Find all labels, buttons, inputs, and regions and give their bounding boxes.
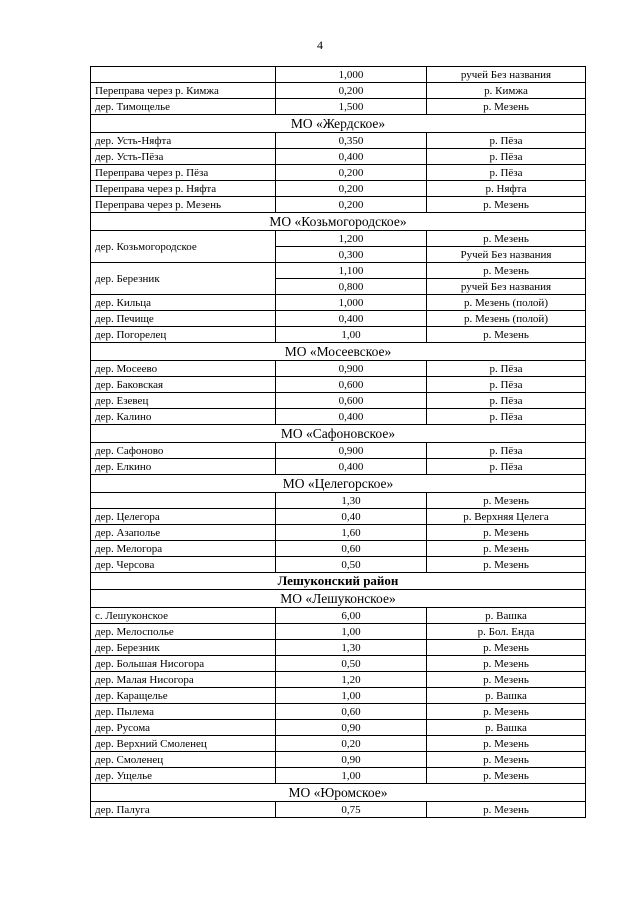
- table-row: [91, 197, 586, 213]
- water-body-cell: р. Мезень: [427, 493, 586, 509]
- ice-crossings-table: [90, 66, 586, 818]
- table-row: [91, 263, 586, 279]
- table-row: [91, 509, 586, 525]
- settlement-name-cell: дер. Целегора: [91, 509, 276, 525]
- settlement-name-cell: дер. Кильца: [91, 295, 276, 311]
- water-body-cell: р. Пёза: [427, 443, 586, 459]
- distance-cell: 0,90: [276, 720, 427, 736]
- distance-cell: 1,00: [276, 327, 427, 343]
- settlement-name-cell: дер. Мелогора: [91, 541, 276, 557]
- municipality-header-row: [91, 425, 586, 443]
- water-body-cell: р. Пёза: [427, 165, 586, 181]
- table-row: [91, 149, 586, 165]
- water-body-cell: р. Вашка: [427, 608, 586, 624]
- municipality-header-row: [91, 475, 586, 493]
- settlement-name-cell: [91, 493, 276, 509]
- distance-cell: 1,000: [276, 295, 427, 311]
- settlement-name-cell: Переправа через р. Няфта: [91, 181, 276, 197]
- distance-cell: 0,40: [276, 509, 427, 525]
- table-row: [91, 672, 586, 688]
- distance-cell: 1,20: [276, 672, 427, 688]
- table-row: [91, 688, 586, 704]
- distance-cell: 1,60: [276, 525, 427, 541]
- distance-cell: 0,20: [276, 736, 427, 752]
- settlement-name-cell: Переправа через р. Пёза: [91, 165, 276, 181]
- settlement-name-cell: Переправа через р. Мезень: [91, 197, 276, 213]
- distance-cell: 1,000: [276, 67, 427, 83]
- water-body-cell: ручей Без названия: [427, 279, 586, 295]
- table-row: [91, 525, 586, 541]
- distance-cell: 1,30: [276, 493, 427, 509]
- settlement-name-cell: дер. Калино: [91, 409, 276, 425]
- page-number: 4: [317, 38, 323, 52]
- table-body: [91, 67, 586, 818]
- water-body-cell: р. Мезень: [427, 525, 586, 541]
- table-row: [91, 459, 586, 475]
- water-body-cell: р. Пёза: [427, 377, 586, 393]
- table-row: [91, 541, 586, 557]
- table-row: [91, 181, 586, 197]
- table-row: [91, 720, 586, 736]
- settlement-name-cell: дер. Пылема: [91, 704, 276, 720]
- distance-cell: 0,300: [276, 247, 427, 263]
- settlement-name-cell: дер. Большая Нисогора: [91, 656, 276, 672]
- settlement-name-cell: дер. Езевец: [91, 393, 276, 409]
- municipality-title: МО «Лешуконское»: [91, 590, 586, 608]
- water-body-cell: р. Мезень: [427, 99, 586, 115]
- table-row: [91, 656, 586, 672]
- table-row: [91, 361, 586, 377]
- distance-cell: 0,600: [276, 393, 427, 409]
- distance-cell: 1,00: [276, 688, 427, 704]
- settlement-name-cell: дер. Березник: [91, 640, 276, 656]
- table-row: [91, 133, 586, 149]
- municipality-header-row: [91, 213, 586, 231]
- municipality-header-row: [91, 115, 586, 133]
- water-body-cell: р. Мезень: [427, 557, 586, 573]
- municipality-header-row: [91, 784, 586, 802]
- distance-cell: 0,200: [276, 83, 427, 99]
- table-row: [91, 768, 586, 784]
- settlement-name-cell: дер. Печище: [91, 311, 276, 327]
- municipality-title: МО «Жердское»: [91, 115, 586, 133]
- district-title: Лешуконский район: [91, 573, 586, 590]
- table-row: [91, 736, 586, 752]
- table-row: [91, 165, 586, 181]
- settlement-name-cell: дер. Русома: [91, 720, 276, 736]
- table-row: [91, 557, 586, 573]
- table-row: [91, 802, 586, 818]
- municipality-title: МО «Целегорское»: [91, 475, 586, 493]
- settlement-name-cell: дер. Черсова: [91, 557, 276, 573]
- municipality-title: МО «Сафоновское»: [91, 425, 586, 443]
- distance-cell: 0,90: [276, 752, 427, 768]
- water-body-cell: р. Пёза: [427, 459, 586, 475]
- distance-cell: 0,60: [276, 704, 427, 720]
- table-row: [91, 608, 586, 624]
- distance-cell: 1,500: [276, 99, 427, 115]
- table-row: [91, 83, 586, 99]
- distance-cell: 1,00: [276, 624, 427, 640]
- water-body-cell: р. Мезень: [427, 802, 586, 818]
- water-body-cell: р. Мезень: [427, 768, 586, 784]
- table-row: [91, 393, 586, 409]
- water-body-cell: р. Пёза: [427, 393, 586, 409]
- settlement-name-cell: дер. Палуга: [91, 802, 276, 818]
- table-row: [91, 327, 586, 343]
- distance-cell: 0,75: [276, 802, 427, 818]
- settlement-name-cell: дер. Верхний Смоленец: [91, 736, 276, 752]
- water-body-cell: р. Мезень (полой): [427, 311, 586, 327]
- settlement-name-cell: дер. Березник: [91, 263, 276, 295]
- water-body-cell: р. Пёза: [427, 149, 586, 165]
- water-body-cell: р. Мезень: [427, 736, 586, 752]
- distance-cell: 0,50: [276, 557, 427, 573]
- water-body-cell: р. Пёза: [427, 409, 586, 425]
- settlement-name-cell: дер. Баковская: [91, 377, 276, 393]
- settlement-name-cell: дер. Каращелье: [91, 688, 276, 704]
- distance-cell: 1,100: [276, 263, 427, 279]
- settlement-name-cell: Переправа через р. Кимжа: [91, 83, 276, 99]
- water-body-cell: р. Мезень: [427, 640, 586, 656]
- water-body-cell: р. Кимжа: [427, 83, 586, 99]
- table-row: [91, 704, 586, 720]
- water-body-cell: р. Пёза: [427, 133, 586, 149]
- table-row: [91, 409, 586, 425]
- distance-cell: 0,200: [276, 165, 427, 181]
- settlement-name-cell: дер. Козьмогородское: [91, 231, 276, 263]
- table-row: [91, 443, 586, 459]
- distance-cell: 1,30: [276, 640, 427, 656]
- distance-cell: 6,00: [276, 608, 427, 624]
- water-body-cell: р. Мезень (полой): [427, 295, 586, 311]
- municipality-header-row: [91, 590, 586, 608]
- table-row: [91, 493, 586, 509]
- settlement-name-cell: дер. Азаполье: [91, 525, 276, 541]
- distance-cell: 0,350: [276, 133, 427, 149]
- settlement-name-cell: дер. Сафоново: [91, 443, 276, 459]
- distance-cell: 0,400: [276, 459, 427, 475]
- water-body-cell: р. Мезень: [427, 327, 586, 343]
- water-body-cell: р. Мезень: [427, 263, 586, 279]
- distance-cell: 1,00: [276, 768, 427, 784]
- settlement-name-cell: дер. Малая Нисогора: [91, 672, 276, 688]
- water-body-cell: Ручей Без названия: [427, 247, 586, 263]
- municipality-title: МО «Мосеевское»: [91, 343, 586, 361]
- distance-cell: 0,400: [276, 149, 427, 165]
- water-body-cell: р. Няфта: [427, 181, 586, 197]
- distance-cell: 0,200: [276, 197, 427, 213]
- settlement-name-cell: с. Лешуконское: [91, 608, 276, 624]
- water-body-cell: ручей Без названия: [427, 67, 586, 83]
- water-body-cell: р. Вашка: [427, 688, 586, 704]
- municipality-title: МО «Козьмогородское»: [91, 213, 586, 231]
- water-body-cell: р. Верхняя Целега: [427, 509, 586, 525]
- settlement-name-cell: дер. Усть-Пёза: [91, 149, 276, 165]
- distance-cell: 0,200: [276, 181, 427, 197]
- settlement-name-cell: дер. Мосеево: [91, 361, 276, 377]
- distance-cell: 0,900: [276, 361, 427, 377]
- municipality-title: МО «Юромское»: [91, 784, 586, 802]
- district-header-row: [91, 573, 586, 590]
- settlement-name-cell: дер. Ущелье: [91, 768, 276, 784]
- water-body-cell: р. Мезень: [427, 704, 586, 720]
- distance-cell: 1,200: [276, 231, 427, 247]
- table-row: [91, 752, 586, 768]
- water-body-cell: р. Мезень: [427, 541, 586, 557]
- distance-cell: 0,900: [276, 443, 427, 459]
- settlement-name-cell: дер. Усть-Няфта: [91, 133, 276, 149]
- settlement-name-cell: дер. Погорелец: [91, 327, 276, 343]
- settlement-name-cell: дер. Смоленец: [91, 752, 276, 768]
- water-body-cell: р. Бол. Енда: [427, 624, 586, 640]
- water-body-cell: р. Мезень: [427, 197, 586, 213]
- settlement-name-cell: [91, 67, 276, 83]
- distance-cell: 0,600: [276, 377, 427, 393]
- water-body-cell: р. Мезень: [427, 231, 586, 247]
- water-body-cell: р. Мезень: [427, 656, 586, 672]
- table-row: [91, 624, 586, 640]
- distance-cell: 0,50: [276, 656, 427, 672]
- table-row: [91, 67, 586, 83]
- municipality-header-row: [91, 343, 586, 361]
- table-row: [91, 295, 586, 311]
- water-body-cell: р. Мезень: [427, 752, 586, 768]
- distance-cell: 0,400: [276, 409, 427, 425]
- table-row: [91, 377, 586, 393]
- table-row: [91, 640, 586, 656]
- distance-cell: 0,60: [276, 541, 427, 557]
- distance-cell: 0,800: [276, 279, 427, 295]
- settlement-name-cell: дер. Елкино: [91, 459, 276, 475]
- table-row: [91, 231, 586, 247]
- table-row: [91, 99, 586, 115]
- table-row: [91, 311, 586, 327]
- water-body-cell: р. Вашка: [427, 720, 586, 736]
- distance-cell: 0,400: [276, 311, 427, 327]
- settlement-name-cell: дер. Мелосполье: [91, 624, 276, 640]
- water-body-cell: р. Мезень: [427, 672, 586, 688]
- settlement-name-cell: дер. Тимощелье: [91, 99, 276, 115]
- water-body-cell: р. Пёза: [427, 361, 586, 377]
